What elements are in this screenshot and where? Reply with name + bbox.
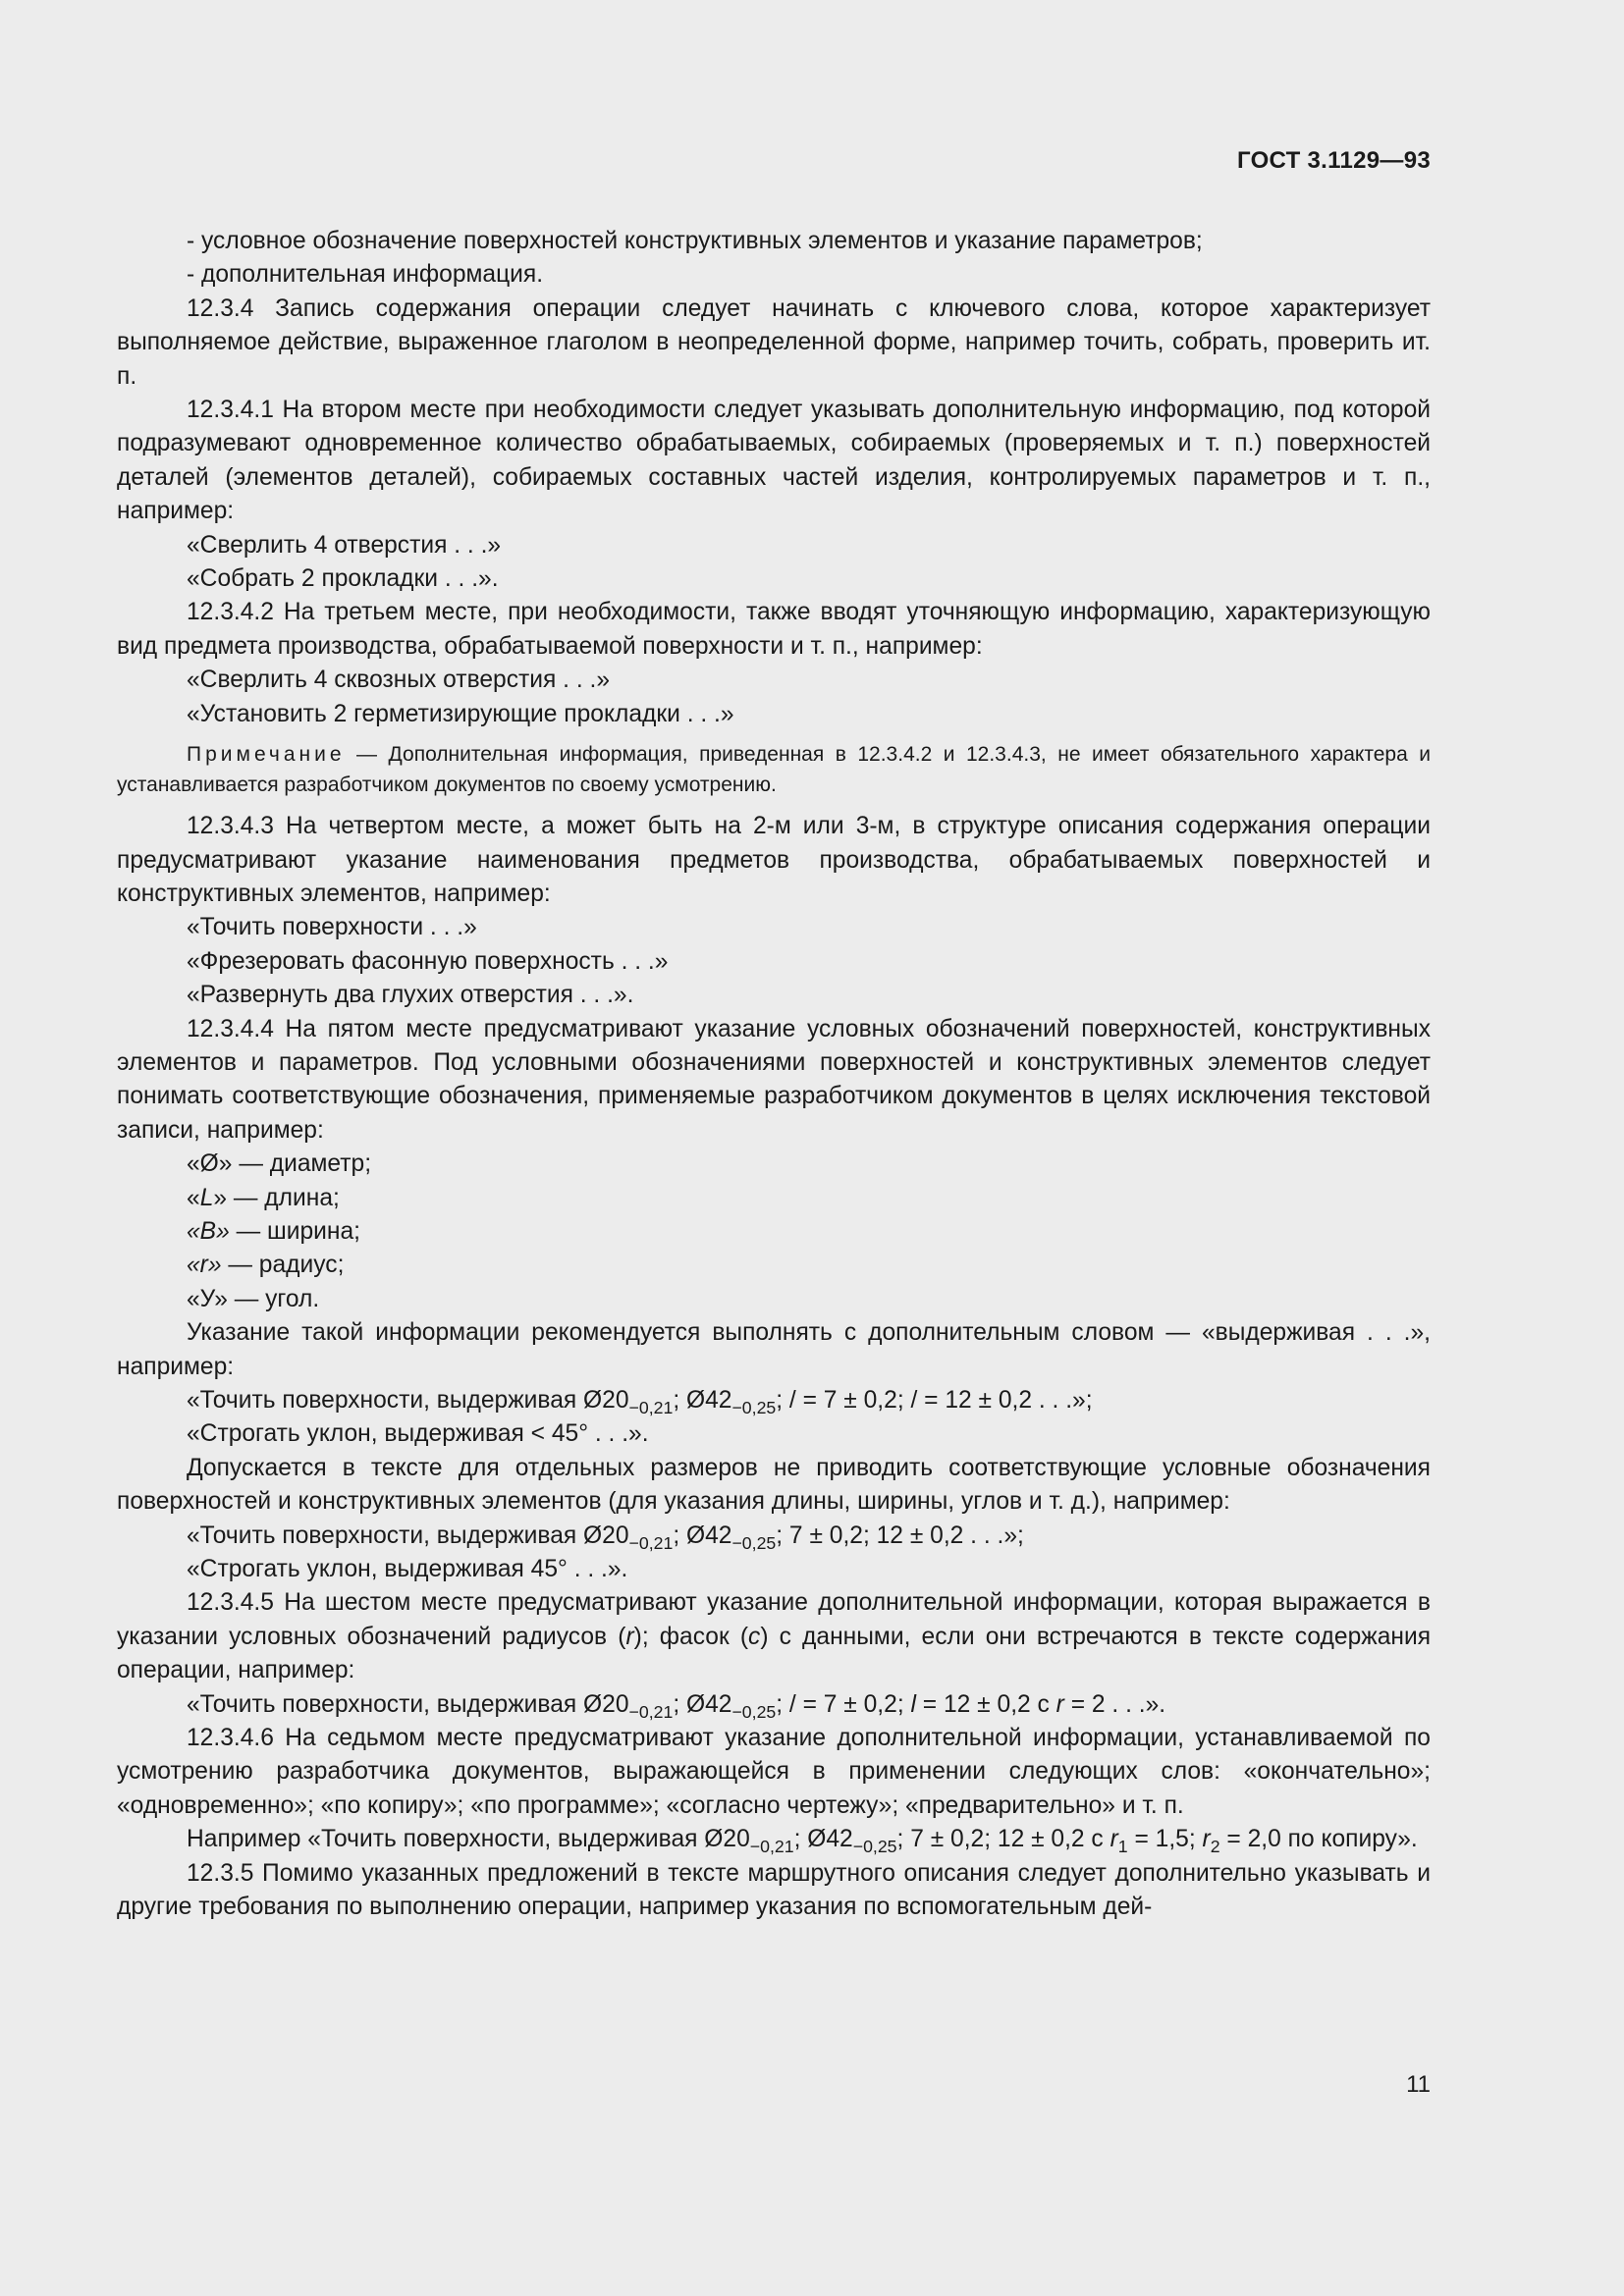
- symbol-text: l: [910, 1690, 916, 1718]
- document-header: ГОСТ 3.1129—93: [1237, 147, 1431, 174]
- symbol-line: [117, 1215, 1431, 1249]
- symbol-line: «У» — угол.: [187, 1285, 320, 1312]
- example-line: «Фрезеровать фасонную поверхность . . .»: [187, 947, 669, 975]
- example-line: «Сверлить 4 отверстия . . .»: [187, 531, 502, 559]
- example-line: «Строгать уклон, выдерживая 45° . . .».: [187, 1556, 628, 1583]
- paragraph-12-3-4-6: 12.3.4.6 На седьмом месте предусматривают указание дополнительной информации, устанавливаемой по усмотрению разработчика документов, выражающейся в применении следующих слов: «окончательно»; «одновременно»; «по копиру»; «по программе»; «согласно чертежу»; «предварительно» и т. п.: [117, 1725, 1431, 1819]
- paragraph-text: 12.3.4.5 На шестом месте предусматривают указание дополнительной информации, которая выражается в указании условных обозначений радиусов (: [117, 1589, 1431, 1650]
- formula-line: [117, 1688, 1431, 1722]
- paragraph-text: ) с данными, если они встречаются в тексте содержания операции, например:: [117, 1623, 1432, 1684]
- formula-text: = 2 . . .».: [1063, 1690, 1166, 1718]
- example-line: «Строгать уклон, выдерживая < 45° . . .».: [187, 1420, 649, 1448]
- formula-text: ; / = 7 ± 0,2;: [776, 1690, 911, 1718]
- formula-line: [117, 1823, 1431, 1856]
- example-line: «Точить поверхности . . .»: [187, 914, 477, 941]
- paragraph-12-3-4-4: 12.3.4.4 На пятом месте предусматривают указание условных обозначений поверхностей, конструктивных элементов и параметров. Под условными обозначениями поверхностей и конструктивных элементов следует понимать соответствующие обозначения, применяемые разработчиком документов в целях исключения текстовой записи, например:: [117, 1015, 1431, 1144]
- body-text: [117, 225, 1431, 1925]
- formula-line: [117, 1384, 1431, 1417]
- symbol-text: r: [1110, 1826, 1118, 1853]
- symbol-text: r: [1056, 1690, 1064, 1718]
- paragraph-12-3-4-3: 12.3.4.3 На четвертом месте, а может быть на 2-м или 3-м, в структуре описания содержания операции предусматривают указание наименования предметов производства, обрабатываемых поверхностей и конструктивных элементов, например:: [117, 813, 1431, 907]
- index: 1: [1117, 1837, 1128, 1857]
- formula-text: Например «Точить поверхности, выдерживая Ø20: [187, 1826, 750, 1853]
- symbol-text: c: [748, 1623, 761, 1650]
- example-line: «Сверлить 4 сквозных отверстия . . .»: [187, 667, 611, 694]
- note: [117, 739, 1431, 800]
- tolerance: −0,25: [731, 1701, 777, 1722]
- symbol-text: «B»: [187, 1217, 230, 1245]
- paragraph-12-3-4-1: 12.3.4.1 На втором месте при необходимости следует указывать дополнительную информацию, под которой подразумевают одновременное количество обрабатываемых, собираемых (проверяемых и т. п.) поверхностей деталей (элементов деталей), собираемых составных частей изделия, контролируемых параметров и т. п., например:: [117, 397, 1431, 525]
- tolerance: −0,25: [731, 1532, 777, 1553]
- tolerance: −0,25: [731, 1398, 777, 1418]
- symbol-text: L: [199, 1184, 214, 1211]
- example-line: «Установить 2 герметизирующие прокладки . . .»: [187, 700, 734, 727]
- formula-text: ; Ø42: [673, 1522, 732, 1549]
- symbol-text: — ширина;: [229, 1217, 361, 1245]
- paragraph-12-3-4-5: [117, 1586, 1431, 1687]
- example-line: «Собрать 2 прокладки . . .».: [187, 565, 499, 593]
- symbol-text: r: [1202, 1826, 1211, 1853]
- formula-text: = 2,0 по копиру».: [1219, 1826, 1418, 1853]
- paragraph-text: ); фасок (: [633, 1623, 749, 1650]
- formula-text: ; Ø42: [793, 1826, 853, 1853]
- symbol-text: » — длина;: [213, 1184, 340, 1211]
- example-line: «Развернуть два глухих отверстия . . .».: [187, 982, 634, 1009]
- formula-line: [117, 1520, 1431, 1553]
- formula-text: ; Ø42: [673, 1387, 732, 1414]
- symbol-line: [117, 1182, 1431, 1215]
- formula-text: ; 7 ± 0,2; 12 ± 0,2 с: [896, 1826, 1110, 1853]
- note-label: Примечание: [187, 743, 346, 767]
- symbol-text: «: [187, 1184, 200, 1211]
- symbol-line: «Ø» — диаметр;: [187, 1150, 372, 1178]
- symbol-line: [117, 1249, 1431, 1282]
- page-number: 11: [1406, 2071, 1431, 2098]
- formula-text: = 1,5;: [1127, 1826, 1203, 1853]
- tolerance: −0,21: [628, 1701, 674, 1722]
- paragraph: Допускается в тексте для отдельных размеров не приводить соответствующие условные обозначения поверхностей и конструктивных элементов (для указания длины, ширины, углов и т. д.), например:: [117, 1454, 1431, 1516]
- symbol-text: «r»: [187, 1252, 222, 1279]
- symbol-text: — радиус;: [221, 1252, 345, 1279]
- formula-text: «Точить поверхности, выдерживая Ø20: [187, 1387, 629, 1414]
- list-item: - условное обозначение поверхностей конструктивных элементов и указание параметров;: [187, 228, 1203, 254]
- paragraph-12-3-4: 12.3.4 Запись содержания операции следует начинать с ключевого слова, которое характеризует выполняемое действие, выраженное глаголом в неопределенной форме, например точить, собрать, проверить ит. п.: [117, 294, 1431, 390]
- note-text: — Дополнительная информация, приведенная в 12.3.4.2 и 12.3.4.3, не имеет обязательного характера и устанавливается разработчиком документов по своему усмотрению.: [117, 743, 1431, 797]
- formula-text: = 12 ± 0,2 с: [915, 1690, 1056, 1718]
- formula-text: ; 7 ± 0,2; 12 ± 0,2 . . .»;: [776, 1522, 1024, 1549]
- paragraph-12-3-5: 12.3.5 Помимо указанных предложений в тексте маршрутного описания следует дополнительно указывать и другие требования по выполнению операции, например указания по вспомогательным дей-: [117, 1859, 1431, 1921]
- tolerance: −0,21: [628, 1532, 674, 1553]
- list-item: - дополнительная информация.: [187, 261, 544, 289]
- formula-text: «Точить поверхности, выдерживая Ø20: [187, 1690, 629, 1718]
- symbol-text: r: [625, 1623, 634, 1650]
- paragraph-12-3-4-2: 12.3.4.2 На третьем месте, при необходимости, также вводят уточняющую информацию, характеризующую вид предмета производства, обрабатываемой поверхности и т. п., например:: [117, 599, 1431, 660]
- paragraph: Указание такой информации рекомендуется выполнять с дополнительным словом — «выдерживая . . .», например:: [117, 1319, 1431, 1380]
- formula-text: «Точить поверхности, выдерживая Ø20: [187, 1522, 629, 1549]
- tolerance: −0,21: [628, 1398, 674, 1418]
- index: 2: [1210, 1837, 1220, 1857]
- tolerance: −0,25: [852, 1837, 897, 1857]
- tolerance: −0,21: [749, 1837, 794, 1857]
- formula-text: ; / = 7 ± 0,2; / = 12 ± 0,2 . . .»;: [776, 1387, 1093, 1414]
- formula-text: ; Ø42: [673, 1690, 732, 1718]
